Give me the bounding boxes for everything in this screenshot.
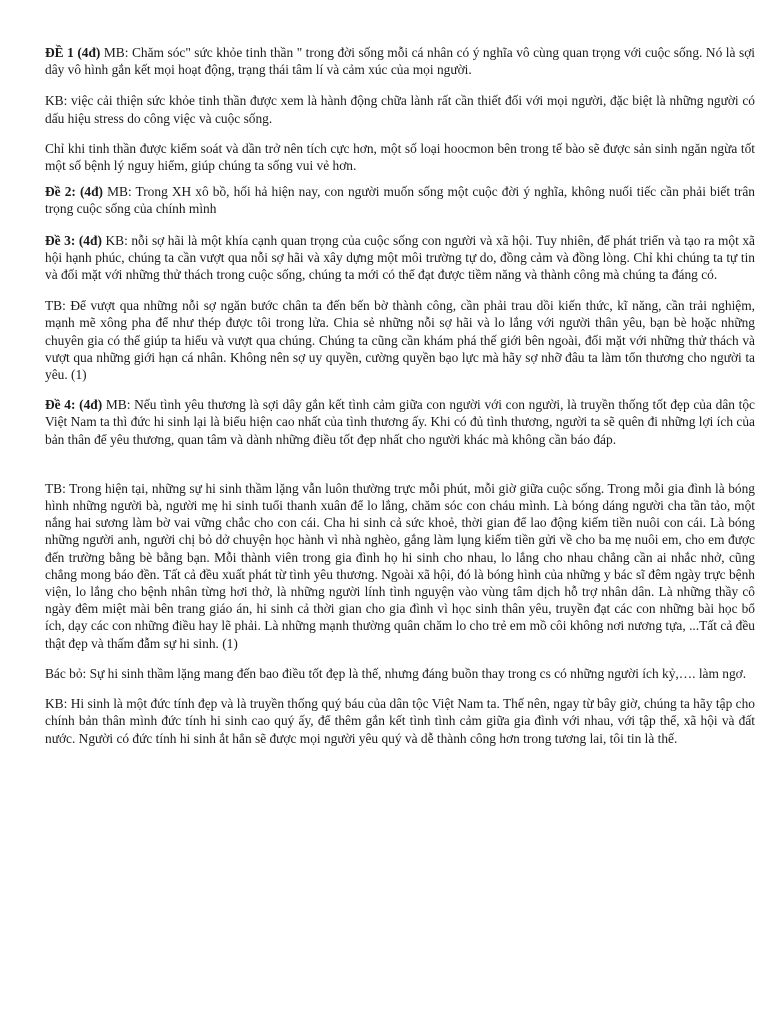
paragraph-text: TB: Để vượt qua những nỗi sợ ngăn bước chân ta đến bến bờ thành công, cần phải trau dồi kiến thức, kĩ năng, cần trải nghiệm, mạnh mẽ xông pha để như thép được tôi trong lửa. Chia sẻ những nỗi sợ hãi và lo lắng với người thân yêu, bạn bè hoặc những chuyên gia có thể giúp ta hiểu và vượt qua chúng. Chúng ta cũng cần khám phá thế giới bên ngoài, đối mặt với những thử thách và vượt qua những giới hạn cá nhân. Không nên sợ uy quyền, cường quyền bạo lực mà hãy sợ nhỡ đâu ta làm tổn thương cho người ta yêu. (1) bbox=[45, 298, 755, 383]
paragraph-text: KB: nỗi sợ hãi là một khía cạnh quan trọng của cuộc sống con người và xã hội. Tuy nhiên, để phát triển và tạo ra một xã hội hạnh phúc, chúng ta cần vượt qua nỗi sợ hãi và xây dựng một môi trường tự do, đồng cảm và đồng lòng. Chỉ khi chúng ta tự tin và đối mặt với những thử thách trong cuộc sống, chúng ta mới có thể đạt được tiềm năng và thành công mà chúng ta đáng có. bbox=[45, 232, 755, 283]
paragraph-text: KB: việc cải thiện sức khỏe tinh thần được xem là hành động chữa lành rất cần thiết đối với mọi người, đặc biệt là những người có dấu hiệu stress do công việc và cuộc sống. bbox=[45, 93, 755, 126]
paragraph-de4-mb bbox=[45, 396, 755, 448]
paragraph-de1-mb bbox=[45, 44, 755, 78]
document-page bbox=[45, 44, 755, 747]
paragraph-text: Bác bỏ: Sự hi sinh thầm lặng mang đến bao điều tốt đẹp là thế, nhưng đáng buồn thay trong cs có những người ích kỷ,…. làm ngơ. bbox=[45, 665, 747, 681]
paragraph-de2-mb bbox=[45, 183, 755, 217]
paragraph-de4-tb bbox=[45, 480, 755, 652]
paragraph-de3-tb bbox=[45, 297, 755, 383]
heading-de3: Đề 3: (4đ) bbox=[45, 232, 102, 248]
paragraph-text: KB: Hi sinh là một đức tính đẹp và là truyền thống quý báu của dân tộc Việt Nam ta. Thế nên, ngay từ bây giờ, chúng ta hãy tập cho chính bản thân mình đức tính hi sinh cao quý ấy, để thêm gắn kết tình tình cảm giữa gia đình với nhau, với tập thể, xã hội và đất nước. Người có đức tính hi sinh ắt hẳn sẽ được mọi người yêu quý và dễ thành công hơn trong tương lai, tôi tin là thế. bbox=[45, 696, 755, 746]
paragraph-de4-bac-bo bbox=[45, 665, 755, 682]
paragraph-de3-kb bbox=[45, 232, 755, 284]
paragraph-de1-kb-2 bbox=[45, 140, 755, 174]
paragraph-text: MB: Chăm sóc" sức khỏe tinh thần " trong đời sống mỗi cá nhân có ý nghĩa vô cùng quan trọng với cuộc sống. Nó là sợi dây vô hình gắn kết mọi hoạt động, trạng thái tâm lí và cảm xúc của mọi người. bbox=[45, 45, 755, 78]
paragraph-de4-kb bbox=[45, 695, 755, 747]
heading-de4: Đề 4: (4đ) bbox=[45, 397, 103, 413]
heading-de2: Đề 2: (4đ) bbox=[45, 184, 104, 200]
paragraph-de1-kb bbox=[45, 92, 755, 126]
heading-de1: ĐỀ 1 (4đ) bbox=[45, 45, 101, 60]
paragraph-text: TB: Trong hiện tại, những sự hi sinh thầm lặng vẫn luôn thường trực mỗi phút, mỗi giờ giữa cuộc sống. Trong mỗi gia đình là bóng hình những người bà, người mẹ hi sinh tuổi thanh xuân để lo lắng, chăm sóc con cháu mình. Là bóng dáng người cha tần tảo, một nắng hai sương làm bờ vai vững chắc cho con cái. Cha hi sinh cả sức khoẻ, thời gian để lao động kiếm tiền nuôi con cái. Là bóng những người anh, người chị bỏ dở chuyện học hành vì nhà nghèo, gắng làm lụng kiếm tiền gửi về cho ba mẹ nuôi em, cho em được đến trường bằng bè bằng bạn. Mỗi thành viên trong gia đình họ hi sinh cho nhau, lo lắng cho nhau chẳng cần ai nhắc nhở, cũng chẳng mong báo đền. Tất cả đều xuất phát từ tình yêu thương. Ngoài xã hội, đó là bóng hình của những y bác sĩ đêm ngày trực bệnh viện, lo lắng cho bệnh nhân từng hơi thở, là những người lính tình nguyện vào vùng tâm dịch hỗ trợ nhân dân. Là những thầy cô ngày đêm miệt mài bên trang giáo án, hi sinh cả thời gian cho gia đình vì học sinh thân yêu, truyền đạt các con những bài học bổ ích, dạy các con những điều hay lẽ phải. Là những mạnh thường quân chăm lo cho trẻ em mồ côi không nơi nương tựa, ...Tất cả đều thật đẹp và thấm đẫm sự hi sinh. (1) bbox=[45, 480, 755, 651]
paragraph-text: Chỉ khi tinh thần được kiểm soát và dần trở nên tích cực hơn, một số loại hoocmon bên trong tế bào sẽ được sản sinh ngăn ngừa tốt một số bệnh lý nguy hiểm, giúp chúng ta sống vui vẻ hơn. bbox=[45, 140, 755, 174]
paragraph-text: MB: Nếu tình yêu thương là sợi dây gắn kết tình cảm giữa con người với con người, là truyền thống tốt đẹp của dân tộc Việt Nam ta thì đức hi sinh lại là biểu hiện cao nhất của tình thương ấy. Khi có đủ tình thương, người ta sẽ quên đi những lợi ích của bản thân để yêu thương, quan tâm và dành những điều tốt đẹp nhất cho người khác mà không cần báo đáp. bbox=[45, 397, 755, 447]
paragraph-text: MB: Trong XH xô bồ, hối hả hiện nay, con người muốn sống một cuộc đời ý nghĩa, không nuối tiếc cần phải biết trân trọng cuộc sống của chính mình bbox=[45, 184, 755, 217]
